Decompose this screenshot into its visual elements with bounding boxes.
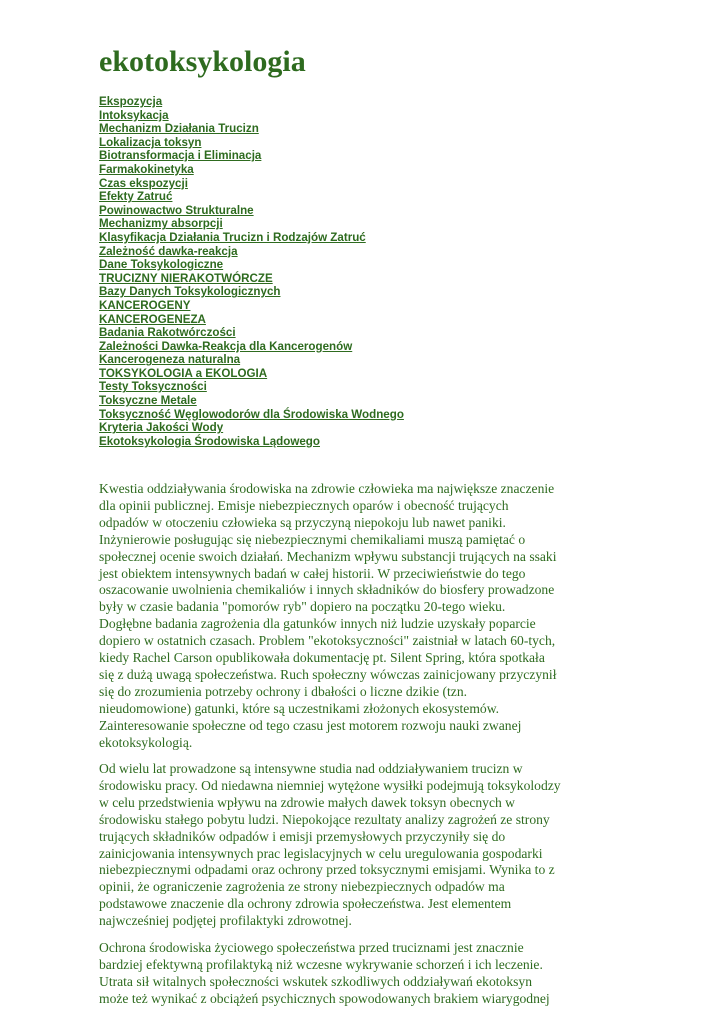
toc-link[interactable]: Klasyfikacja Działania Trucizn i Rodzajów Zatruć — [99, 230, 366, 244]
toc-item — [99, 284, 404, 298]
toc-item — [99, 148, 404, 162]
toc-link[interactable]: Badania Rakotwórczości — [99, 326, 236, 340]
toc-link[interactable]: Dane Toksykologiczne — [99, 258, 224, 272]
page-title: ekotoksykologia — [99, 45, 306, 78]
toc-link[interactable]: TRUCIZNY NIERAKOTWÓRCZE — [99, 271, 273, 285]
paragraph-line: zainicjowania intensywnych prac legislacyjnych w celu uregulowania gospodarki — [99, 845, 543, 861]
toc-link[interactable]: Toksyczność Węglowodorów dla Środowiska Wodnego — [99, 407, 404, 421]
paragraph-line: odpadów w otoczeniu człowieka są przyczyną niepokoju lub nawet paniki. — [99, 514, 506, 530]
paragraph-line: środowisku pracy. Od niedawna niemniej wytężone wysiłki podejmują toksykolodzy — [99, 777, 561, 793]
toc-link[interactable]: Farmakokinetyka — [99, 162, 194, 176]
toc-link[interactable]: TOKSYKOLOGIA a EKOLOGIA — [99, 366, 268, 380]
paragraph-line: niebezpiecznymi odpadami oraz ochrony przed toksycznymi emisjami. Wynika to z — [99, 862, 555, 878]
toc-item — [99, 407, 404, 421]
paragraph-line: może też wynikać z obciążeń psychicznych spowodowanych brakiem wiarygodnej — [99, 990, 550, 1006]
paragraph-line: Inżynierowie posługując się niebezpiecznymi chemikaliami muszą pamiętać o — [99, 531, 526, 547]
toc-link[interactable]: Zależności Dawka-Reakcja dla Kancerogenów — [99, 339, 353, 353]
paragraph-line: środowisku stałego pobytu ludzi. Niepokojące rezultaty analizy zagrożeń ze strony — [99, 811, 550, 827]
paragraph-1 — [99, 481, 627, 752]
toc-link[interactable]: Kancerogeneza naturalna — [99, 353, 241, 367]
paragraph-3 — [99, 940, 627, 1008]
toc-link[interactable]: Lokalizacja toksyn — [99, 135, 202, 149]
toc-item — [99, 271, 404, 285]
table-of-contents — [99, 94, 404, 447]
toc-link[interactable]: Toksyczne Metale — [99, 394, 197, 408]
toc-link[interactable]: KANCEROGENY — [99, 298, 191, 312]
toc-item — [99, 434, 404, 448]
toc-link[interactable]: Ekotoksykologia Środowiska Lądowego — [99, 434, 320, 448]
toc-item — [99, 298, 404, 312]
paragraph-line: Utrata sił witalnych społeczności wskutek szkodliwych oddziaływań ekotoksyn — [99, 973, 533, 989]
paragraph-line: kiedy Rachel Carson opublikowała dokumentację pt. Silent Spring, która spotkała — [99, 650, 545, 666]
paragraph-line: nieudomowione) gatunki, które są uczestnikami złożonych ekosystemów. — [99, 700, 500, 716]
toc-link[interactable]: Efekty Zatruć — [99, 190, 173, 204]
toc-item — [99, 325, 404, 339]
paragraph-line: były w czasie badania "pomorów ryb" dopiero na początku 20-tego wieku. — [99, 599, 506, 615]
toc-item — [99, 135, 404, 149]
paragraph-line: się z dużą uwagą społeczeństwa. Ruch społeczny wówczas zainicjowany przyczynił — [99, 666, 557, 682]
toc-link[interactable]: Biotransformacja i Eliminacja — [99, 149, 262, 163]
toc-link[interactable]: Testy Toksyczności — [99, 380, 207, 394]
paragraph-line: trujących składników odpadów i emisji przemysłowych przyczyniły się do — [99, 828, 506, 844]
toc-link[interactable]: Intoksykacja — [99, 108, 169, 122]
paragraph-line: się do zrozumienia potrzeby ochrony i dbałości o liczne dzikie (tzn. — [99, 683, 468, 699]
paragraph-line: opinii, że ograniczenie zagrożenia ze strony niebezpiecznych odpadów ma — [99, 879, 505, 895]
paragraph-line: społecznej ocenie swoich działań. Mechanizm wpływu substancji trujących na ssaki — [99, 548, 557, 564]
toc-link[interactable]: Powinowactwo Strukturalne — [99, 203, 254, 217]
toc-item — [99, 393, 404, 407]
toc-link[interactable]: Kryteria Jakości Wody — [99, 421, 224, 435]
paragraph-line: jest obiektem intensywnych badań w całej historii. W przeciwieństwie do tego — [99, 565, 526, 581]
toc-item — [99, 121, 404, 135]
toc-item — [99, 203, 404, 217]
paragraph-line: Kwestia oddziaływania środowiska na zdrowie człowieka ma największe znaczenie — [99, 481, 555, 496]
toc-item — [99, 94, 404, 108]
toc-item — [99, 366, 404, 380]
toc-item — [99, 352, 404, 366]
toc-link[interactable]: Bazy Danych Toksykologicznych — [99, 285, 281, 299]
paragraph-line: ekotoksykologią. — [99, 734, 193, 750]
toc-link[interactable]: Czas ekspozycji — [99, 176, 188, 190]
toc-item — [99, 216, 404, 230]
toc-item — [99, 230, 404, 244]
paragraph-2 — [99, 761, 627, 930]
toc-item — [99, 108, 404, 122]
toc-item — [99, 257, 404, 271]
paragraph-line: Od wielu lat prowadzone są intensywne studia nad oddziaływaniem trucizn w — [99, 761, 523, 776]
toc-link[interactable]: KANCEROGENEZA — [99, 312, 206, 326]
toc-item — [99, 162, 404, 176]
paragraph-line: Dogłębne badania zagrożenia dla gatunków innych niż ludzie uzyskały poparcie — [99, 616, 536, 632]
toc-item — [99, 379, 404, 393]
toc-link[interactable]: Mechanizmy absorpcji — [99, 217, 223, 231]
toc-item — [99, 176, 404, 190]
paragraph-line: dla opinii publicznej. Emisje niebezpiecznych oparów i obecność trujących — [99, 497, 509, 513]
toc-link[interactable]: Zależność dawka-reakcja — [99, 244, 238, 258]
paragraph-line: podstawowe znaczenie dla ochrony zdrowia społeczeństwa. Jest elementem — [99, 896, 512, 912]
toc-link[interactable]: Mechanizm Działania Trucizn — [99, 122, 259, 136]
paragraph-line: Ochrona środowiska życiowego społeczeństwa przed truciznami jest znacznie — [99, 940, 524, 955]
toc-item — [99, 339, 404, 353]
toc-link[interactable]: Ekspozycja — [99, 95, 163, 108]
paragraph-line: oszacowanie uwolnienia chemikaliów i innych składników do biosfery prowadzone — [99, 582, 555, 598]
toc-item — [99, 244, 404, 258]
paragraph-line: najwcześniej podjętej profilaktyki zdrowotnej. — [99, 913, 352, 929]
paragraph-line: dopiero w ostatnich czasach. Problem "ekotoksyczności" zaistniał w latach 60-tych, — [99, 633, 556, 649]
toc-item — [99, 420, 404, 434]
toc-item — [99, 312, 404, 326]
paragraph-line: bardziej efektywną profilaktyką niż wczesne wykrywanie schorzeń i ich leczenie. — [99, 956, 543, 972]
toc-item — [99, 189, 404, 203]
paragraph-line: w celu przedstwienia wpływu na zdrowie małych dawek toksyn obecnych w — [99, 794, 515, 810]
paragraph-line: Zainteresowanie społeczne od tego czasu jest motorem rozwoju nauki zwanej — [99, 717, 522, 733]
